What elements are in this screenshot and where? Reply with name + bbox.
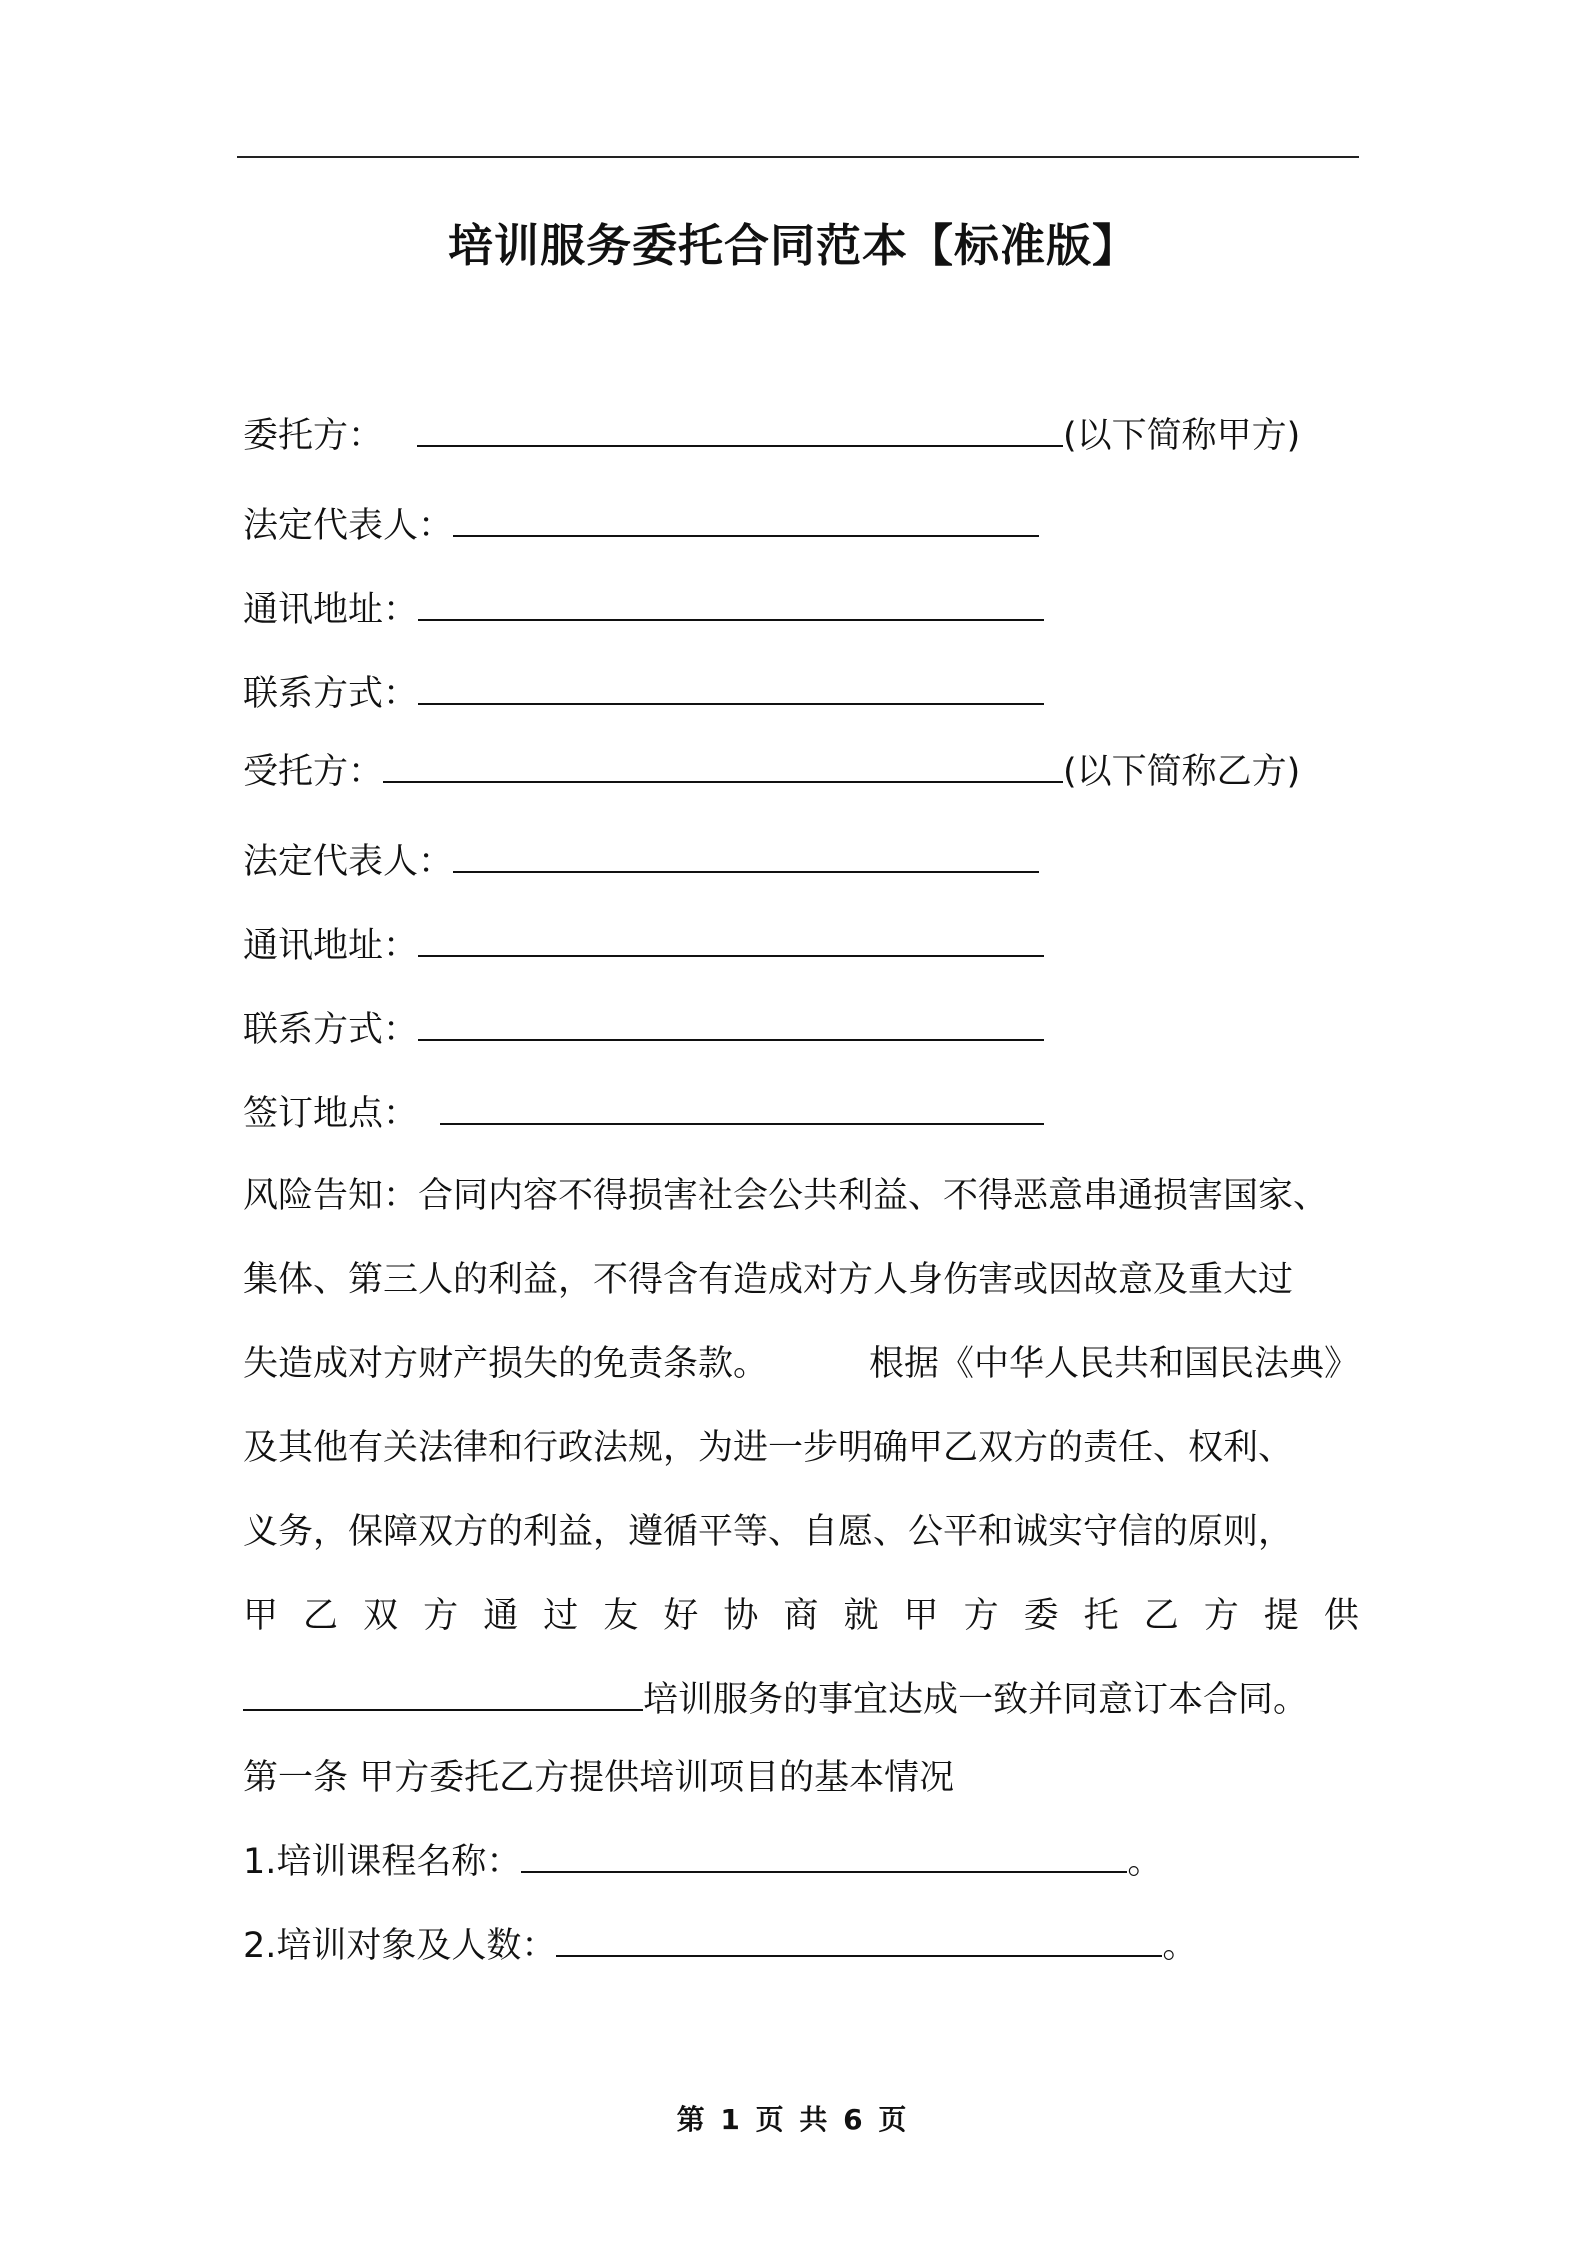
client-line: [243, 406, 1300, 466]
page-footer: 第 1 页 共 6 页: [676, 2103, 910, 2136]
notice-line-6: [243, 1586, 1359, 1670]
trustee-label: 受托方：: [243, 752, 384, 792]
sign-place-line: [243, 1084, 1044, 1144]
notice-line-6-char: 好: [663, 1596, 699, 1636]
notice-line-7-text: 培训服务的事宜达成一致并同意订本合同。: [643, 1680, 1309, 1720]
notice-line-7: [243, 1670, 1359, 1754]
trustee-contact-label: 联系方式：: [243, 1010, 419, 1050]
notice-line-6-char: 方: [1203, 1596, 1239, 1636]
training-service-blank[interactable]: [243, 1679, 643, 1711]
notice-line-2: 集体、第三人的利益，不得含有造成对方人身伤害或因故意及重大过: [243, 1260, 1294, 1300]
client-blank[interactable]: [417, 415, 1063, 447]
trustee-suffix: (以下简称乙方): [1063, 752, 1301, 792]
notice-line-6-char: 委: [1023, 1596, 1059, 1636]
notice-line-6-char: 商: [783, 1596, 819, 1636]
notice-line-6-char: 乙: [1143, 1596, 1179, 1636]
client-contact-label: 联系方式：: [243, 674, 419, 714]
notice-line-1: 风险告知：合同内容不得损害社会公共利益、不得恶意串通损害国家、: [243, 1176, 1329, 1216]
notice-line-6-char: 过: [543, 1596, 579, 1636]
trustee-contact-line: [243, 1000, 1044, 1060]
notice-line-6-char: 方: [963, 1596, 999, 1636]
course-name-blank[interactable]: [521, 1841, 1127, 1873]
client-contact-blank[interactable]: [418, 673, 1044, 705]
notice-line-6-char: 甲: [243, 1596, 279, 1636]
notice-line-4: 及其他有关法律和行政法规，为进一步明确甲乙双方的责任、权利、: [243, 1428, 1294, 1468]
notice-line-6-char: 就: [843, 1596, 879, 1636]
trustee-rep-label: 法定代表人：: [243, 842, 454, 882]
client-address-label: 通讯地址：: [243, 590, 419, 630]
client-rep-line: [243, 496, 1039, 556]
sign-place-blank[interactable]: [440, 1093, 1044, 1125]
notice-line-3a: 失造成对方财产损失的免责条款。: [243, 1344, 769, 1384]
notice-line-6-char: 提: [1263, 1596, 1299, 1636]
trainees-blank[interactable]: [556, 1925, 1162, 1957]
client-label: 委托方：: [243, 416, 384, 456]
item-2-end: 。: [1162, 1926, 1198, 1966]
trustee-rep-blank[interactable]: [453, 841, 1039, 873]
client-address-line: [243, 580, 1044, 640]
sign-place-label: 签订地点：: [243, 1094, 419, 1134]
trustee-address-blank[interactable]: [418, 925, 1044, 957]
trustee-address-line: [243, 916, 1044, 976]
item-1-end: 。: [1127, 1842, 1163, 1882]
document-title: 培训服务委托合同范本【标准版】: [447, 219, 1138, 272]
article-1-item-1: [243, 1832, 1162, 1892]
trustee-contact-blank[interactable]: [418, 1009, 1044, 1041]
notice-line-6-char: 供: [1323, 1596, 1359, 1636]
article-1-item-2: [243, 1916, 1197, 1976]
client-contact-line: [243, 664, 1044, 724]
notice-line-6-char: 友: [603, 1596, 639, 1636]
risk-notice-paragraph: [243, 1166, 1359, 1754]
notice-line-5: 义务，保障双方的利益，遵循平等、自愿、公平和诚实守信的原则，: [243, 1512, 1294, 1552]
item-1-label: 1.培训课程名称：: [243, 1842, 522, 1882]
client-rep-blank[interactable]: [453, 505, 1039, 537]
client-rep-label: 法定代表人：: [243, 506, 454, 546]
client-address-blank[interactable]: [418, 589, 1044, 621]
notice-line-6-char: 方: [423, 1596, 459, 1636]
trustee-address-label: 通讯地址：: [243, 926, 419, 966]
item-2-label: 2.培训对象及人数：: [243, 1926, 557, 1966]
client-suffix: (以下简称甲方): [1063, 416, 1301, 456]
notice-line-6-char: 甲: [903, 1596, 939, 1636]
trustee-rep-line: [243, 832, 1039, 892]
notice-line-3: [243, 1334, 1359, 1418]
notice-line-3b: 根据《中华人民共和国民法典》: [868, 1344, 1359, 1384]
trustee-blank[interactable]: [383, 751, 1063, 783]
notice-line-6-char: 协: [723, 1596, 759, 1636]
notice-line-6-char: 乙: [303, 1596, 339, 1636]
notice-line-6-char: 托: [1083, 1596, 1119, 1636]
trustee-line: [243, 742, 1300, 802]
article-1-heading: 第一条 甲方委托乙方提供培训项目的基本情况: [243, 1758, 955, 1798]
notice-line-6-char: 通: [483, 1596, 519, 1636]
notice-line-6-char: 双: [363, 1596, 399, 1636]
header-rule: [237, 156, 1359, 158]
